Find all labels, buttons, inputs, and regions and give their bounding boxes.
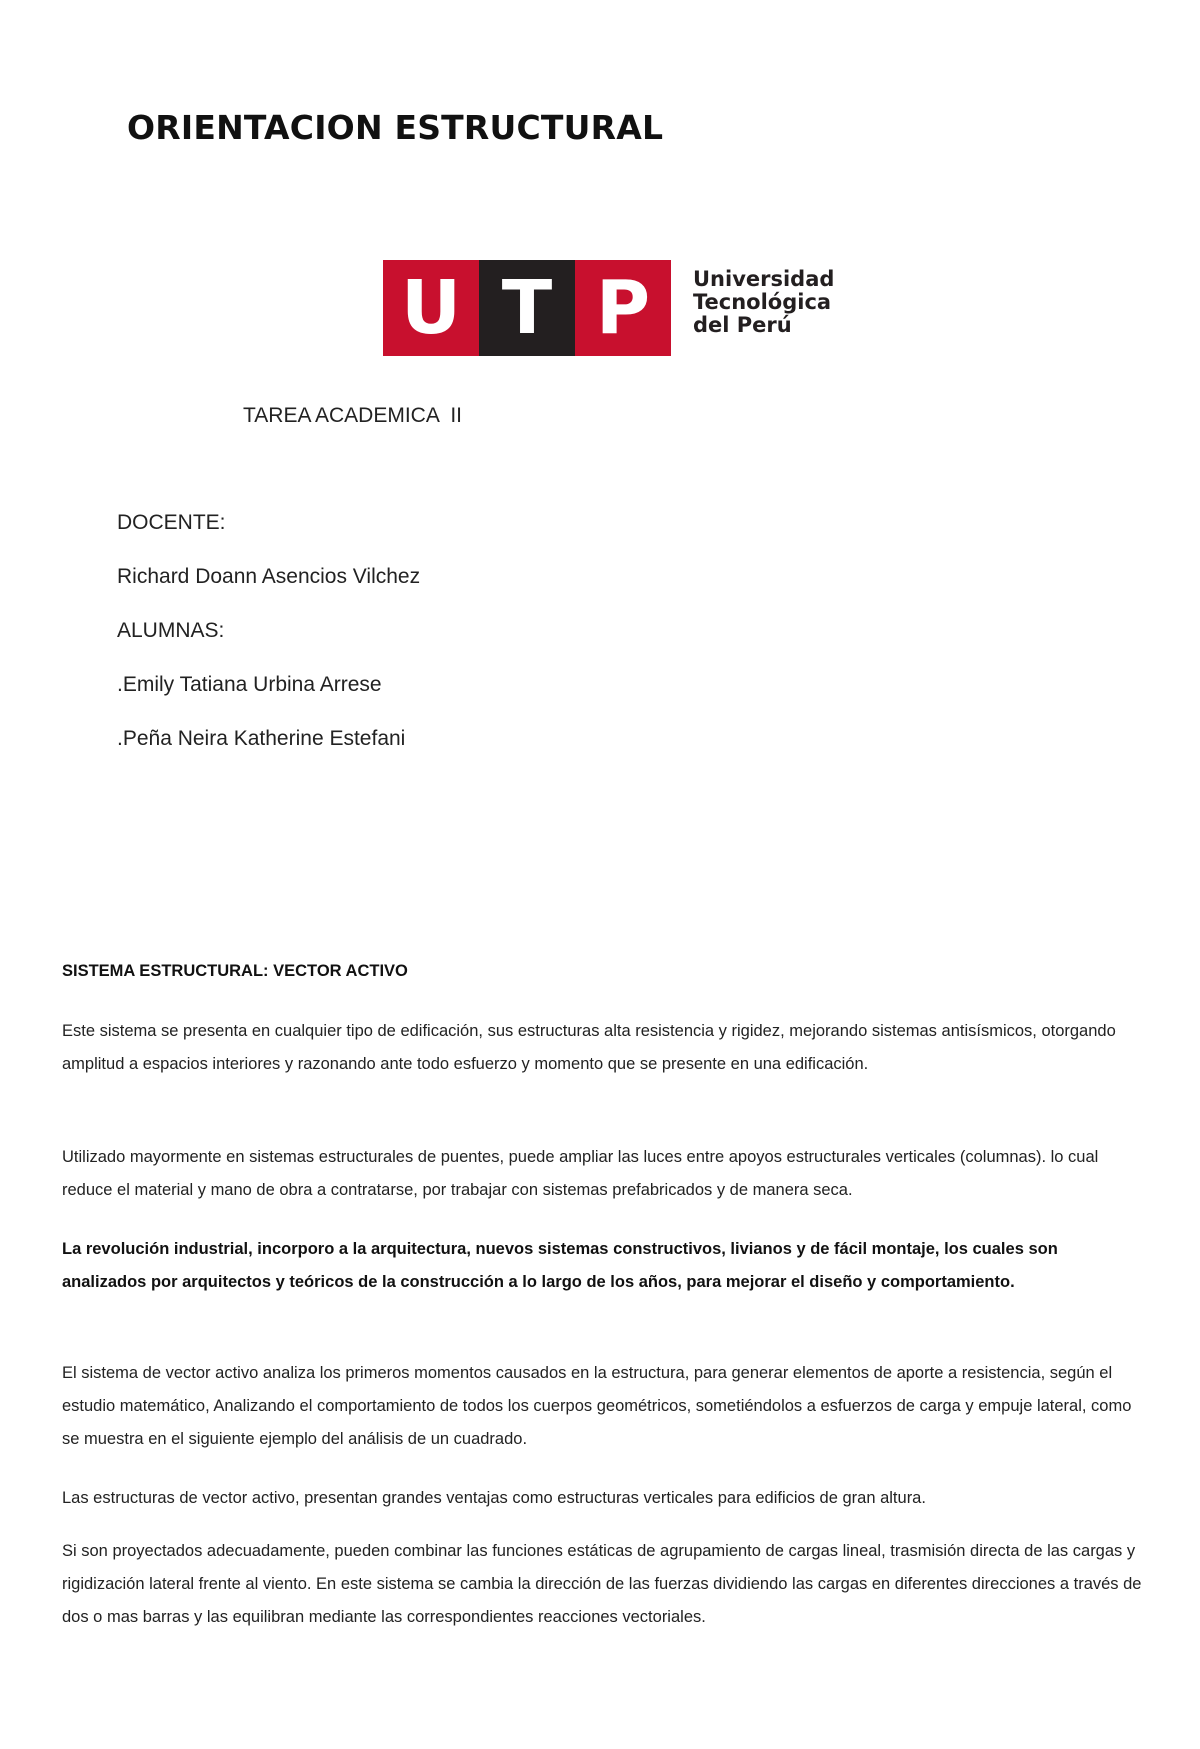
paragraph-3-bold: La revolución industrial, incorporo a la arquitectura, nuevos sistemas constructivos, livianos y de fácil montaje, los cuales son analizados por arquitectos y teóricos de la construcción a lo largo de los años, para mejorar el diseño y comportamiento. [62,1240,1058,1291]
document-title: ORIENTACION ESTRUCTURAL [127,108,664,147]
paragraph-5: Las estructuras de vector activo, presentan grandes ventajas como estructuras verticales para edificios de gran altura. [62,1489,926,1507]
alumna-name-2: .Peña Neira Katherine Estefani [117,727,406,750]
logo-text-line-2: Tecnológica [693,289,832,314]
section-heading: SISTEMA ESTRUCTURAL: VECTOR ACTIVO [62,962,408,980]
paragraph-2: Utilizado mayormente en sistemas estructurales de puentes, puede ampliar las luces entre apoyos estructurales verticales (columnas). lo cual reduce el material y mano de obra a contratarse, por trabajar con sistemas prefabricados y de manera seca. [62,1148,1099,1199]
logo-letter-u: U [383,260,479,356]
logo-wordmark [693,268,834,337]
paragraph-4: El sistema de vector activo analiza los primeros momentos causados en la estructura, para generar elementos de aporte a resistencia, según el estudio matemático, Analizando el comportamiento de todos los cuerpos geométricos, sometiéndolos a esfuerzos de carga y empuje lateral, como se muestra en el siguiente ejemplo del análisis de un cuadrado. [62,1364,1132,1448]
logo-text-line-1: Universidad [693,266,835,291]
docente-name: Richard Doann Asencios Vilchez [117,565,421,588]
paragraph-6: Si son proyectados adecuadamente, pueden combinar las funciones estáticas de agrupamiento de cargas lineal, trasmisión directa de las cargas y rigidización lateral frente al viento. En este sistema se cambia la dirección de las fuerzas dividiendo las cargas en diferentes direcciones a través de dos o mas barras y las equilibran mediante las correspondientes reacciones vectoriales. [62,1542,1142,1626]
assignment-label: TAREA ACADEMICA II [243,404,463,427]
alumna-name-1: .Emily Tatiana Urbina Arrese [117,673,382,696]
alumnas-label: ALUMNAS: [117,619,225,642]
logo-letter-t: T [479,260,575,356]
logo-text-line-3: del Perú [693,312,792,337]
logo-letter-p: P [575,260,671,356]
logo-letter-blocks [383,260,671,356]
utp-logo [383,260,834,356]
docente-label: DOCENTE: [117,511,226,534]
paragraph-1: Este sistema se presenta en cualquier tipo de edificación, sus estructuras alta resistencia y rigidez, mejorando sistemas antisísmicos, otorgando amplitud a espacios interiores y razonando ante todo esfuerzo y momento que se presente en una edificación. [62,1022,1116,1073]
